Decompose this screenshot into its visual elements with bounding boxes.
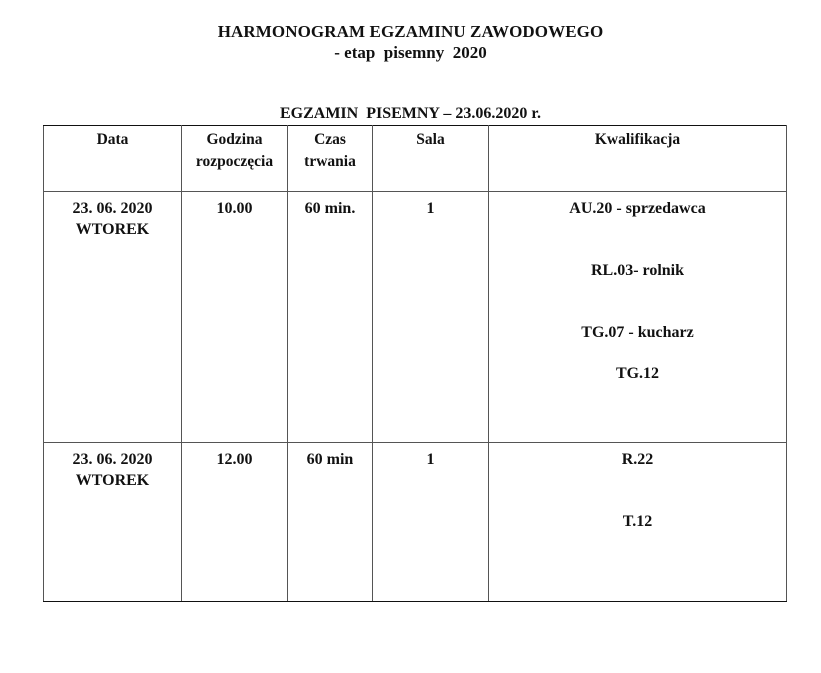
document-subtitle-text: - etap pisemny 2020: [334, 43, 487, 62]
document-subtitle: [0, 43, 821, 63]
column-header-room-label: Sala: [416, 131, 445, 148]
column-header-date: [44, 126, 182, 192]
column-header-start-time-line2: rozpoczęcia: [195, 153, 274, 170]
cell-room: 1: [373, 192, 489, 443]
column-header-qualification: [489, 126, 787, 192]
cell-qualifications: [489, 192, 787, 443]
cell-duration: 60 min.: [288, 192, 373, 443]
cell-date: [44, 192, 182, 443]
table-row: [44, 192, 787, 443]
column-header-start-time-line1: Godzina: [206, 131, 263, 148]
qualification-item: T.12: [622, 513, 653, 530]
column-header-duration-line1: Czas: [314, 131, 346, 148]
exam-date: 23. 06. 2020: [72, 451, 153, 468]
column-header-start-time: [182, 126, 288, 192]
cell-room: 1: [373, 443, 489, 602]
column-header-duration-line2: trwania: [304, 153, 356, 170]
cell-qualifications: [489, 443, 787, 602]
column-header-date-label: Data: [96, 131, 129, 148]
column-header-duration: [288, 126, 373, 192]
table-row: [44, 443, 787, 602]
qualification-item: AU.20 - sprzedawca: [569, 200, 706, 217]
qualification-item: TG.12: [615, 365, 660, 382]
cell-duration: 60 min: [288, 443, 373, 602]
exam-weekday: WTOREK: [75, 472, 150, 489]
qualification-item: RL.03- rolnik: [590, 262, 685, 279]
table-header-row: [44, 126, 787, 192]
section-title: EGZAMIN PISEMNY – 23.06.2020 r.: [279, 105, 542, 122]
exam-date: 23. 06. 2020: [72, 200, 153, 217]
qualification-item: R.22: [621, 451, 654, 468]
cell-date: [44, 443, 182, 602]
column-header-qualification-label: Kwalifikacja: [594, 131, 681, 148]
cell-start-time: 12.00: [182, 443, 288, 602]
qualification-item: TG.07 - kucharz: [581, 324, 694, 341]
document-title: HARMONOGRAM EGZAMINU ZAWODOWEGO: [217, 22, 604, 41]
cell-start-time: 10.00: [182, 192, 288, 443]
exam-schedule-table: [43, 125, 787, 602]
exam-weekday: WTOREK: [75, 221, 150, 238]
column-header-room: [373, 126, 489, 192]
